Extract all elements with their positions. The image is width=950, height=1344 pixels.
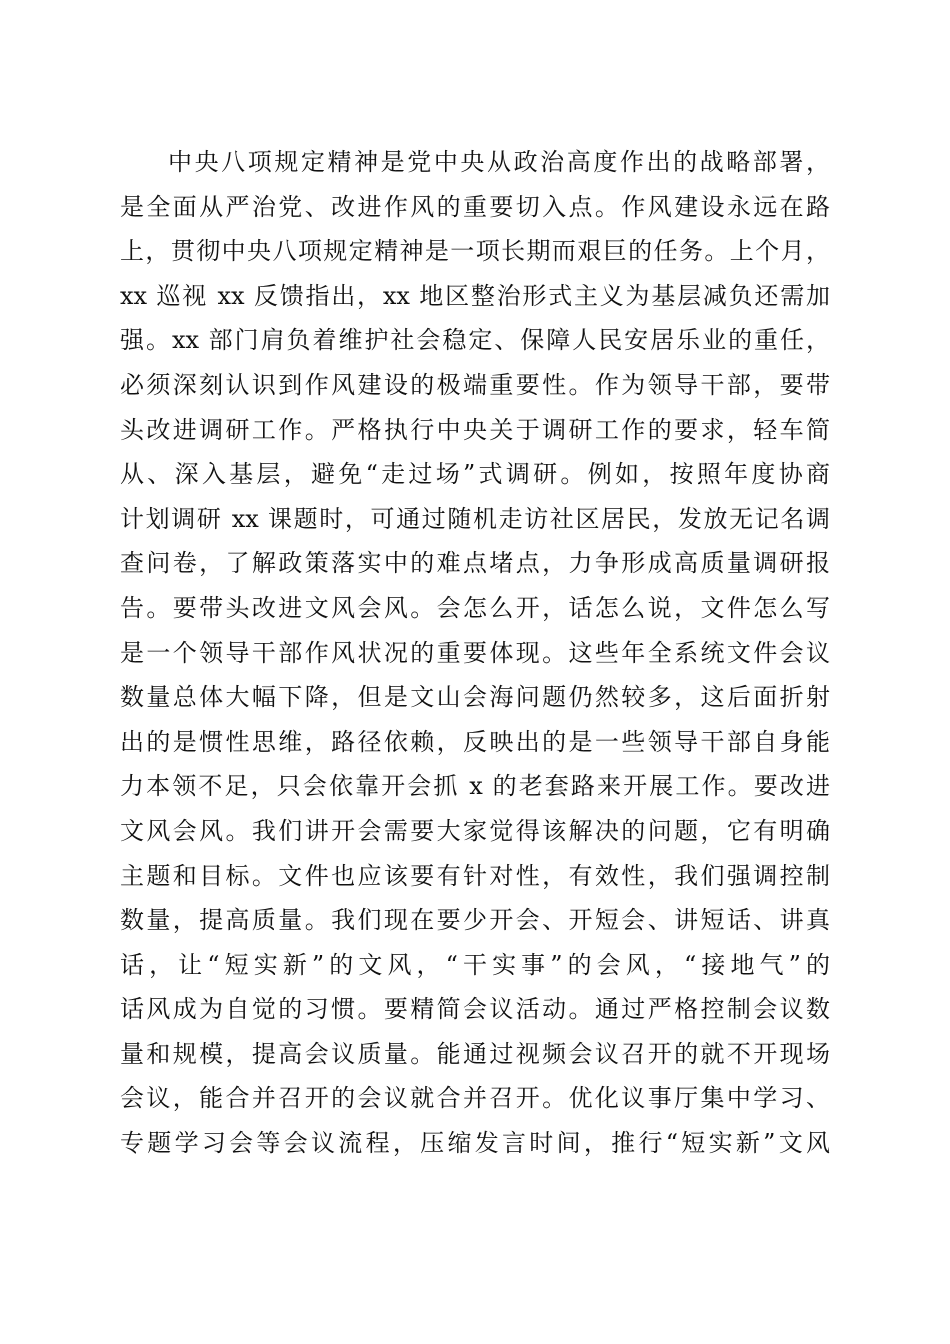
text-line: 中央八项规定精神是党中央从政治高度作出的战略部署，	[168, 148, 830, 176]
text-line: 量和规模，提高会议质量。能通过视频会议召开的就不开现场	[120, 1039, 830, 1068]
text-line: 计划调研 xx 课题时，可通过随机走访社区居民，发放无记名调	[120, 504, 830, 533]
text-line: 查问卷，了解政策落实中的难点堵点，力争形成高质量调研报	[120, 549, 830, 578]
text-line: 必须深刻认识到作风建设的极端重要性。作为领导干部，要带	[120, 370, 830, 399]
text-line: 出的是惯性思维，路径依赖，反映出的是一些领导干部自身能	[120, 727, 830, 756]
text-line: 上，贯彻中央八项规定精神是一项长期而艰巨的任务。上个月，	[120, 237, 830, 266]
text-line: 是全面从严治党、改进作风的重要切入点。作风建设永远在路	[120, 192, 830, 221]
text-line: 数量总体大幅下降，但是文山会海问题仍然较多，这后面折射	[120, 683, 830, 712]
text-line: 话，让“短实新”的文风，“干实事”的会风，“接地气”的	[120, 950, 830, 979]
text-line: 从、深入基层，避免“走过场”式调研。例如，按照年度协商	[120, 460, 830, 489]
text-line: xx 巡视 xx 反馈指出，xx 地区整治形式主义为基层减负还需加	[120, 281, 830, 310]
text-line: 数量，提高质量。我们现在要少开会、开短会、讲短话、讲真	[120, 906, 830, 935]
text-line: 力本领不足，只会依靠开会抓 x 的老套路来开展工作。要改进	[120, 772, 830, 801]
text-line: 会议，能合并召开的会议就合并召开。优化议事厅集中学习、	[120, 1084, 830, 1113]
text-line: 专题学习会等会议流程，压缩发言时间，推行“短实新”文风	[120, 1129, 830, 1158]
text-line: 头改进调研工作。严格执行中央关于调研工作的要求，轻车简	[120, 415, 830, 444]
text-line: 强。xx 部门肩负着维护社会稳定、保障人民安居乐业的重任，	[120, 326, 830, 355]
text-line: 主题和目标。文件也应该要有针对性，有效性，我们强调控制	[120, 861, 830, 890]
text-line: 话风成为自觉的习惯。要精简会议活动。通过严格控制会议数	[120, 995, 830, 1024]
body-paragraph	[120, 140, 830, 1166]
text-line: 是一个领导干部作风状况的重要体现。这些年全系统文件会议	[120, 638, 830, 667]
text-line: 文风会风。我们讲开会需要大家觉得该解决的问题，它有明确	[120, 816, 830, 845]
text-line: 告。要带头改进文风会风。会怎么开，话怎么说，文件怎么写	[120, 593, 830, 622]
